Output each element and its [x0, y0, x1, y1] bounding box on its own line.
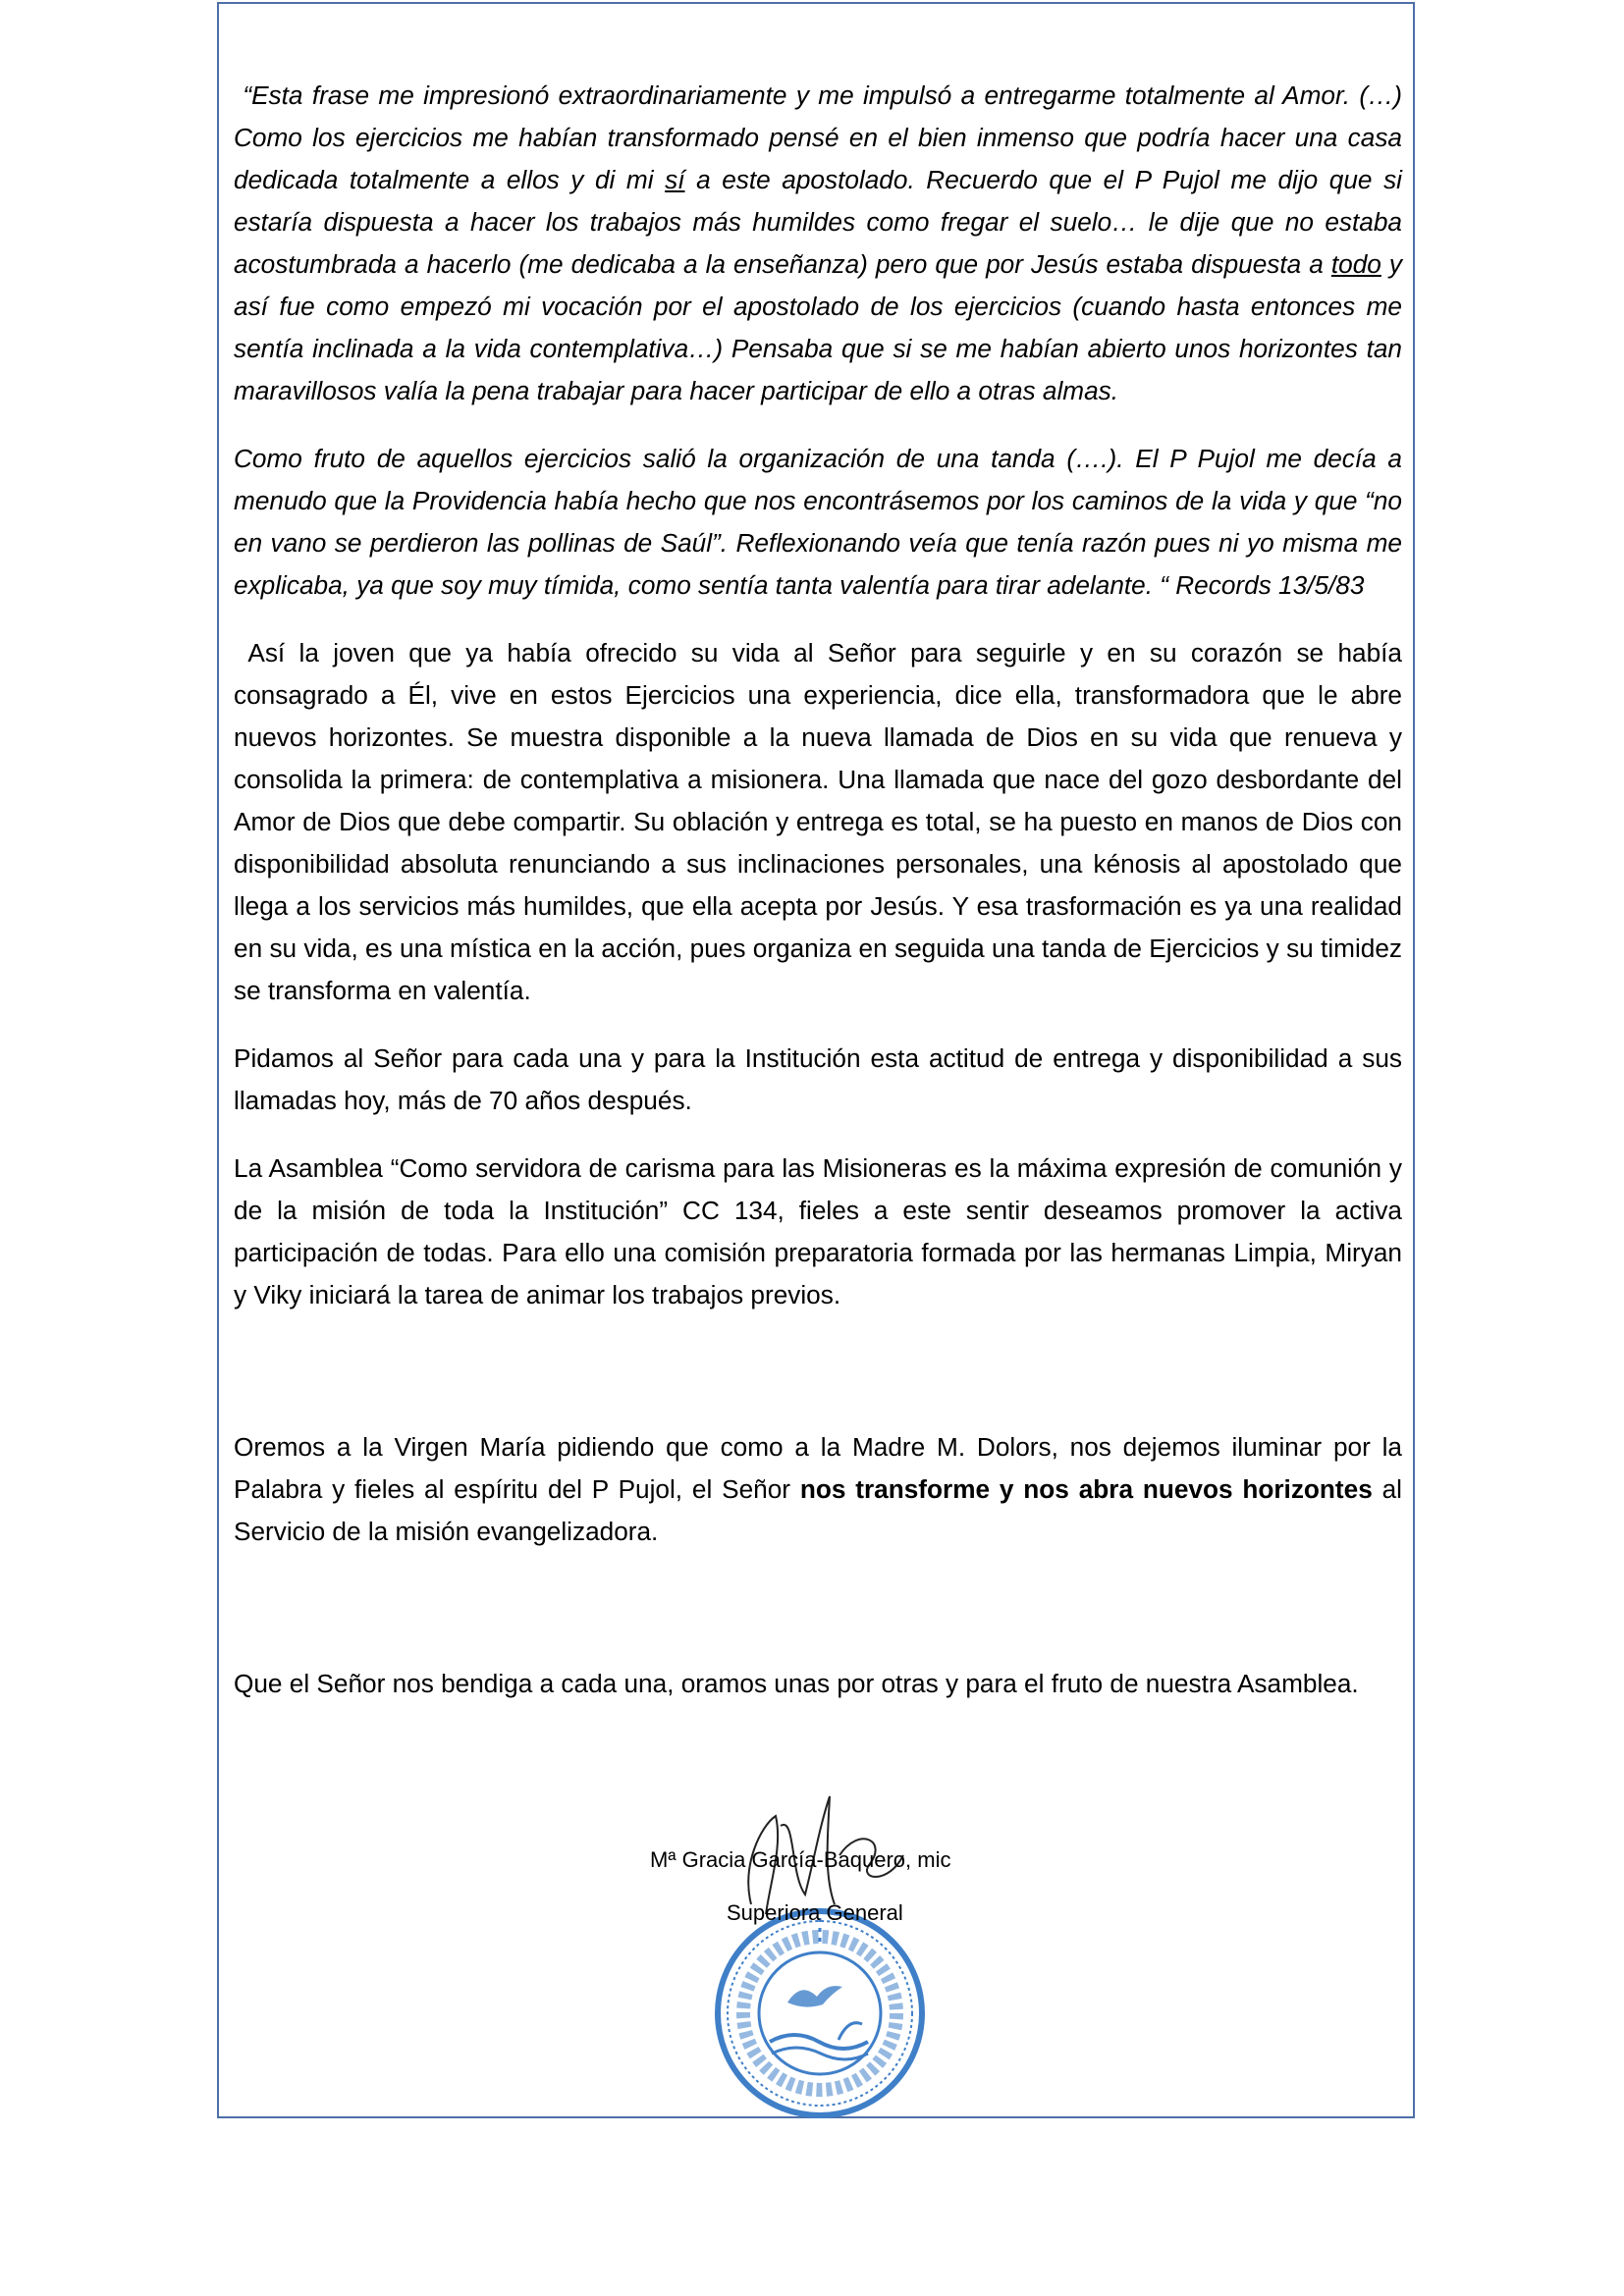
closing-paragraph: Que el Señor nos bendiga a cada una, oramos unas por otras y para el fruto de nuestra Asamblea. — [234, 1669, 1359, 1698]
text-run: y así fue como empezó mi vocación por el apostolado de los ejercicios (cuando hasta entonces me sentía inclinada a la vida contemplativa…) Pensaba que si se me habían abierto unos horizontes tan maravillosos valía la pena trabajar para hacer participar de ello a otras almas. — [234, 249, 1402, 405]
underlined-word-si: sí — [665, 165, 685, 194]
text-run: “Esta frase me impresionó extraordinariamente y me impulsó a entregarme totalmente al Amor. (…) Como los ejercicios me habían transformado pensé en el bien inmenso que podría hacer una casa dedicada totalmente a ellos y di mi — [234, 80, 1402, 194]
signer-name: Mª Gracia García-Baquero, mic — [650, 1847, 951, 1872]
official-seal-image — [711, 1904, 929, 2122]
quote-paragraph-1 — [234, 75, 1402, 412]
underlined-word-todo: todo — [1330, 249, 1381, 279]
signature-block — [628, 1787, 1001, 2120]
body-paragraph-3 — [234, 632, 1402, 1012]
bold-phrase: nos transforme y nos abra nuevos horizontes — [799, 1474, 1373, 1504]
text-run: a este apostolado. Recuerdo que el P Pujol me dijo que si estaría dispuesta a hacer los trabajos más humildes como fregar el suelo… le dije que no estaba acostumbrada a hacerlo (me dedicaba a la enseñanza) pero que por Jesús estaba dispuesta a — [234, 165, 1402, 279]
body-paragraph-4: Pidamos al Señor para cada una y para la Institución esta actitud de entrega y disponibilidad a sus llamadas hoy, más de 70 años después. — [234, 1043, 1402, 1115]
quote-paragraph-2: Como fruto de aquellos ejercicios salió la organización de una tanda (….). El P Pujol me decía a menudo que la Providencia había hecho que nos encontrásemos por los caminos de la vida y que “no en vano se perdieron las pollinas de Saúl”. Reflexionando veía que tenía razón pues ni yo misma me explicaba, ya que soy muy tímida, como sentía tanta valentía para tirar adelante. “ Records 13/5/83 — [234, 444, 1402, 600]
text-run: Así la joven que ya había ofrecido su vida al Señor para seguirle y en su corazón se había consagrado a Él, vive en estos Ejercicios una experiencia, dice ella, transformadora que le abre nuevos horizontes. Se muestra disponible a la nueva llamada de Dios en su vida que renueva y consolida la primera: de contemplativa a misionera. Una llamada que nace del gozo desbordante del Amor de Dios que debe compartir. Su oblación y entrega es total, se ha puesto en manos de Dios con disponibilidad absoluta renunciando a sus inclinaciones personales, una kénosis al apostolado que llega a los servicios más humildes, que ella acepta por Jesús. Y esa trasformación es ya una realidad en su vida, es una mística en la acción, pues organiza en seguida una tanda de Ejercicios y su timidez se transforma en valentía. — [234, 638, 1402, 1005]
body-paragraph-5: La Asamblea “Como servidora de carisma para las Misioneras es la máxima expresión de comunión y de la misión de toda la Institución” CC 134, fieles a este sentir deseamos promover la activa participación de todas. Para ello una comisión preparatoria formada por las hermanas Limpia, Miryan y Viky iniciará la tarea de animar los trabajos previos. — [234, 1153, 1402, 1309]
text-run: Oremos a la Virgen María pidiendo que como a la Madre M. Dolors, nos dejemos iluminar por la Palabra y fieles al espíritu del P Pujol, el Señor — [234, 1432, 1402, 1504]
signer-title: Superiora General — [727, 1900, 903, 1925]
text-run: al Servicio de la misión evangelizadora. — [234, 1474, 1402, 1546]
body-paragraph-6 — [234, 1426, 1402, 1553]
letter-body — [234, 75, 1402, 1705]
